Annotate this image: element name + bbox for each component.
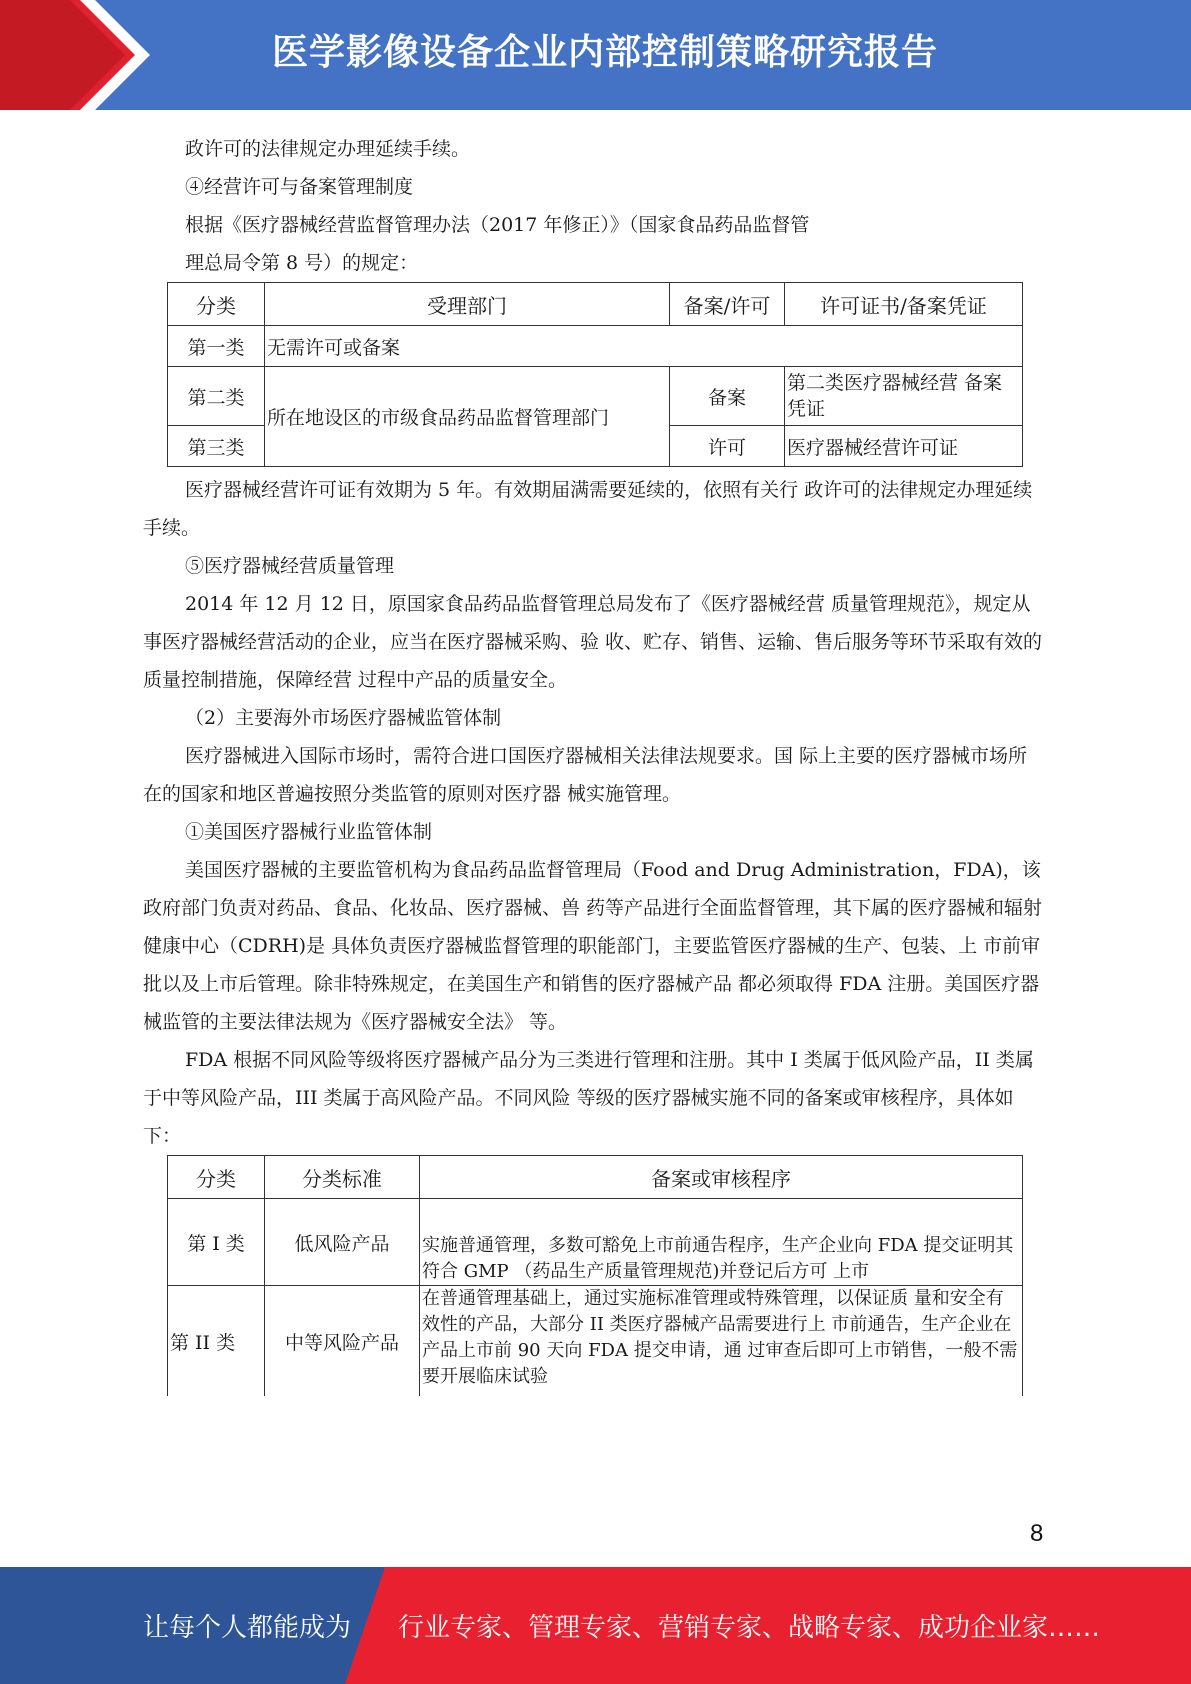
table-cell: 第一类 bbox=[168, 326, 265, 367]
section-heading: ⑤医疗器械经营质量管理 bbox=[185, 555, 395, 577]
page-header bbox=[0, 0, 1191, 110]
section-heading: ①美国医疗器械行业监管体制 bbox=[185, 821, 433, 843]
table-header-cell: 备案/许可 bbox=[670, 283, 785, 326]
paragraph: 美国医疗器械的主要监管机构为食品药品监督管理局（Food and Drug Administration，FDA)，该政府部门负责对药品、食品、化妆品、医疗器械、兽 药等产品进行全面监督管理，其下属的医疗器械和辐射健康中心（CDRH)是 具体负责医疗器械监督管理的职能部门，主要监管医疗器械的生产、包装、上 市前审批以及上市后管理。除非特殊规定，在美国生产和销售的医疗器械产品 都必须取得 FDA 注册。美国医疗器械监管的主要法律法规为《医疗器械安全法》 等。 bbox=[143, 859, 1043, 1033]
table-cell: 在普通管理基础上，通过实施标准管理或特殊管理，以保证质 量和安全有效性的产品，大部分 II 类医疗器械产品需要进行上 市前通告，生产企业在产品上市前 90 天向 FDA 提交申请，通 过审查后即可上市销售，一般不需要开展临床试验 bbox=[420, 1286, 1023, 1397]
paragraph: 根据《医疗器械经营监督管理办法（2017 年修正）》（国家食品药品监督管 bbox=[185, 214, 810, 236]
paragraph: 2014 年 12 月 12 日，原国家食品药品监督管理总局发布了《医疗器械经营 质量管理规范》，规定从事医疗器械经营活动的企业，应当在医疗器械采购、验 收、贮存、销售、运输、售后服务等环节采取有效的质量控制措施，保障经营 过程中产品的质量安全。 bbox=[143, 593, 1043, 691]
table-header-cell: 许可证书/备案凭证 bbox=[785, 283, 1023, 326]
paragraph: 医疗器械进入国际市场时，需符合进口国医疗器械相关法律法规要求。国 际上主要的医疗器械市场所在的国家和地区普遍按照分类监管的原则对医疗器 械实施管理。 bbox=[143, 745, 1028, 805]
table-cell: 第三类 bbox=[168, 426, 265, 467]
section-heading: （2）主要海外市场医疗器械监管体制 bbox=[185, 707, 502, 729]
table-cell: 第二类 bbox=[168, 367, 265, 426]
table-cell: 第 I 类 bbox=[168, 1199, 265, 1286]
table-cell: 无需许可或备案 bbox=[265, 326, 1023, 367]
table-cell: 低风险产品 bbox=[265, 1199, 420, 1286]
page-number: 8 bbox=[1030, 1520, 1044, 1547]
footer-slogan-right: 行业专家、管理专家、营销专家、战略专家、成功企业家…… bbox=[398, 1613, 1101, 1643]
table-header-cell: 分类 bbox=[168, 1156, 265, 1199]
table-cell: 实施普通管理，多数可豁免上市前通告程序，生产企业向 FDA 提交证明其符合 GMP （药品生产质量管理规范)并登记后方可 上市 bbox=[420, 1199, 1023, 1286]
header-title: 医学影像设备企业内部控制策略研究报告 bbox=[271, 32, 938, 73]
paragraph: 医疗器械经营许可证有效期为 5 年。有效期届满需要延续的，依照有关行 政许可的法律规定办理延续手续。 bbox=[143, 479, 1033, 539]
table-header-cell: 分类标准 bbox=[265, 1156, 420, 1199]
table-cell: 第 II 类 bbox=[168, 1286, 265, 1397]
table-cell: 医疗器械经营许可证 bbox=[785, 426, 1023, 467]
table-header-cell: 分类 bbox=[168, 283, 265, 326]
section-heading: ④经营许可与备案管理制度 bbox=[185, 176, 414, 198]
footer-slogan-left: 让每个人都能成为 bbox=[143, 1613, 352, 1643]
table-cell: 许可 bbox=[670, 426, 785, 467]
table-cell: 第二类医疗器械经营 备案凭证 bbox=[785, 367, 1023, 426]
paragraph: 理总局令第 8 号）的规定： bbox=[185, 252, 419, 274]
table-cell: 中等风险产品 bbox=[265, 1286, 420, 1397]
table-header-cell: 受理部门 bbox=[265, 283, 670, 326]
page-footer bbox=[0, 1567, 1191, 1684]
table-cell: 所在地设区的市级食品药品监督管理部门 bbox=[265, 367, 670, 467]
table-header-cell: 备案或审核程序 bbox=[420, 1156, 1023, 1199]
paragraph: FDA 根据不同风险等级将医疗器械产品分为三类进行管理和注册。其中 I 类属于低风险产品，II 类属于中等风险产品，III 类属于高风险产品。不同风险 等级的医疗器械实施不同的备案或审核程序，具体如下： bbox=[143, 1049, 1034, 1147]
fda-classification-table bbox=[167, 1155, 1023, 1396]
paragraph: 政许可的法律规定办理延续手续。 bbox=[185, 138, 471, 160]
table-cell: 备案 bbox=[670, 367, 785, 426]
license-table bbox=[167, 282, 1023, 467]
document-body bbox=[143, 130, 1045, 1396]
